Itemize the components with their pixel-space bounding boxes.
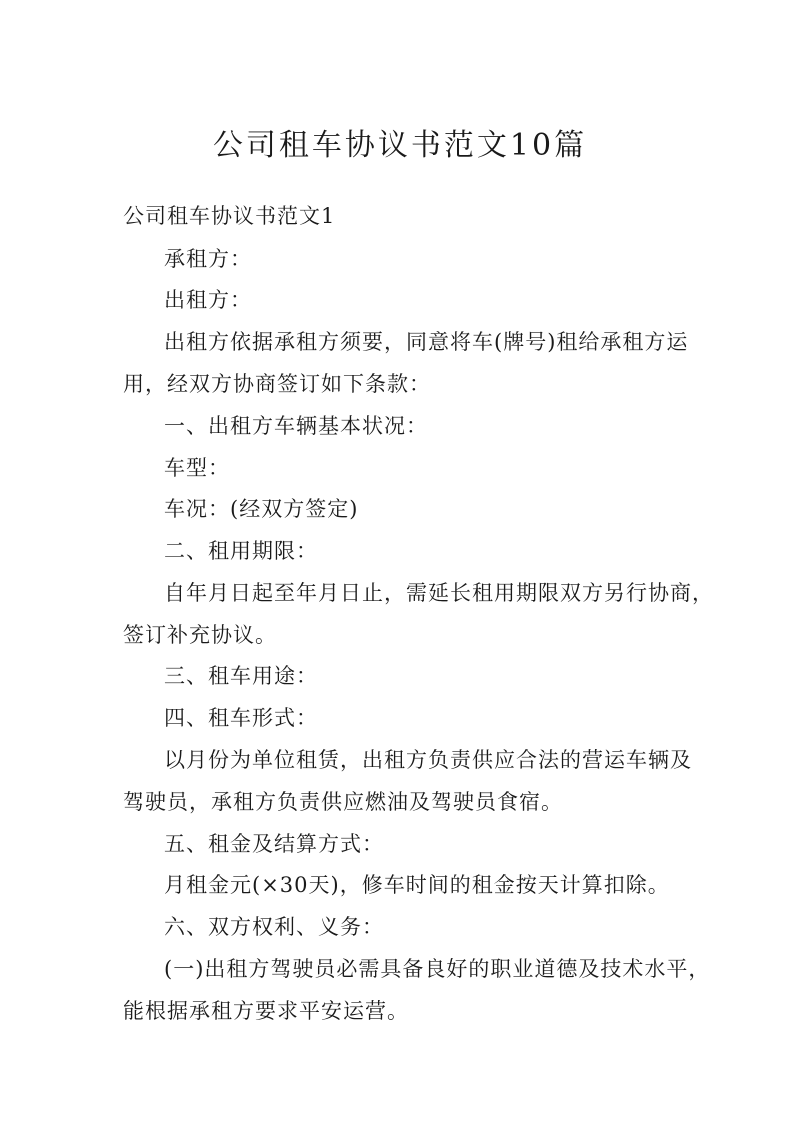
paragraph-line: 车况：(经双方签定): [164, 497, 359, 521]
paragraph-line: 出租方依据承租方须要，同意将车(牌号)租给承租方运: [164, 330, 689, 354]
paragraph-line: (一)出租方驾驶员必需具备良好的职业道德及技术水平，: [164, 957, 711, 981]
section-heading: 公司租车协议书范文1: [123, 204, 336, 228]
paragraph-line: 四、租车形式：: [164, 706, 318, 730]
paragraph-line: 六、双方权利、义务：: [164, 915, 384, 939]
paragraph-line: 能根据承租方要求平安运营。: [123, 999, 409, 1023]
paragraph-line: 三、租车用途：: [164, 664, 318, 688]
paragraph-line: 五、租金及结算方式：: [164, 832, 384, 856]
paragraph-line: 承租方：: [164, 247, 252, 271]
paragraph-line: 二、租用期限：: [164, 539, 318, 563]
paragraph-line: 车型：: [164, 456, 230, 480]
paragraph-line: 一、出租方车辆基本状况：: [164, 414, 428, 438]
paragraph-line: 用，经双方协商签订如下条款：: [123, 372, 431, 396]
document-title: 公司租车协议书范文10篇: [212, 128, 588, 163]
paragraph-line: 月租金元(×30天)，修车时间的租金按天计算扣除。: [164, 873, 670, 897]
paragraph-line: 签订补充协议。: [123, 623, 277, 647]
paragraph-line: 自年月日起至年月日止，需延长租用期限双方另行协商，: [164, 581, 714, 605]
paragraph-line: 以月份为单位租赁，出租方负责供应合法的营运车辆及: [164, 748, 692, 772]
paragraph-line: 驾驶员，承租方负责供应燃油及驾驶员食宿。: [123, 790, 563, 814]
paragraph-line: 出租方：: [164, 288, 252, 312]
